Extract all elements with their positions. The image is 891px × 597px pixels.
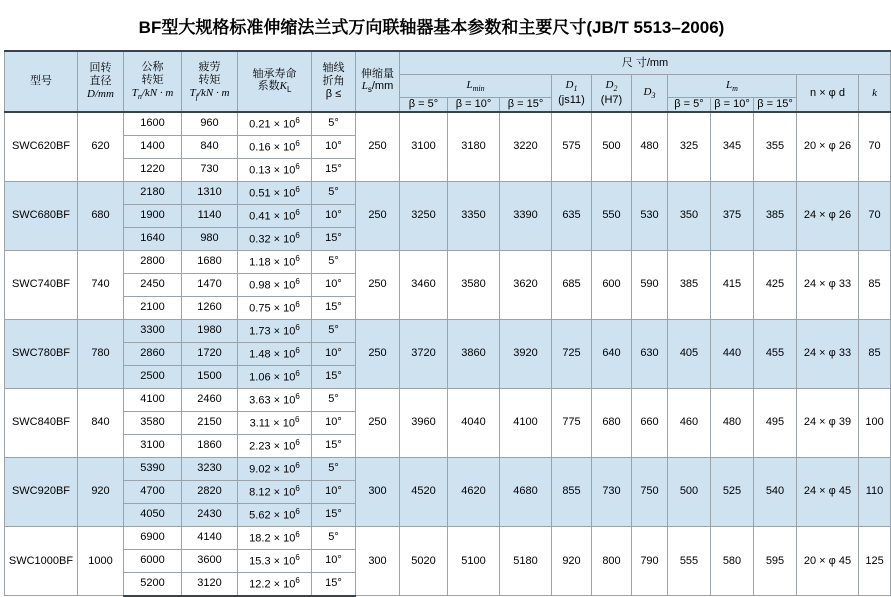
cell-lm-beta10: 480 bbox=[711, 388, 754, 457]
cell-lm-beta10: 345 bbox=[711, 112, 754, 182]
cell-extension: 250 bbox=[356, 250, 400, 319]
cell-nominal-torque: 2860 bbox=[124, 342, 182, 365]
cell-nominal-torque: 1220 bbox=[124, 158, 182, 181]
header-lmin-beta10: β = 10° bbox=[448, 98, 500, 112]
cell-lmin-beta5: 3960 bbox=[400, 388, 448, 457]
header-nominal-torque-l3: $T_n/kN \cdot m$ bbox=[131, 86, 174, 101]
cell-bearing-life: $0.75 \times 10^6$ bbox=[238, 296, 312, 319]
header-fatigue-torque-l1: 疲劳 bbox=[198, 61, 221, 74]
cell-d2: 550 bbox=[592, 181, 632, 250]
cell-bearing-life: $1.06 \times 10^6$ bbox=[238, 365, 312, 388]
cell-bearing-life: $3.11 \times 10^6$ bbox=[238, 411, 312, 434]
cell-d3: 750 bbox=[632, 457, 668, 526]
header-d3: $D_3$ bbox=[632, 75, 668, 112]
cell-fatigue-torque: 1260 bbox=[182, 296, 238, 319]
cell-nominal-torque: 4100 bbox=[124, 388, 182, 411]
table-row bbox=[5, 388, 891, 411]
cell-d3: 480 bbox=[632, 112, 668, 182]
cell-fatigue-torque: 980 bbox=[182, 227, 238, 250]
cell-nominal-torque: 2800 bbox=[124, 250, 182, 273]
cell-fatigue-torque: 840 bbox=[182, 135, 238, 158]
cell-axis-angle: 5° bbox=[312, 319, 356, 342]
cell-d3: 660 bbox=[632, 388, 668, 457]
cell-bearing-life: $15.3 \times 10^6$ bbox=[238, 549, 312, 572]
cell-extension: 250 bbox=[356, 112, 400, 182]
cell-extension: 250 bbox=[356, 181, 400, 250]
cell-d2: 600 bbox=[592, 250, 632, 319]
table-row bbox=[5, 526, 891, 549]
cell-fatigue-torque: 1470 bbox=[182, 273, 238, 296]
cell-nominal-torque: 1900 bbox=[124, 204, 182, 227]
table-header bbox=[5, 51, 891, 112]
header-nphid: n × φ d bbox=[797, 75, 859, 112]
cell-nominal-torque: 4050 bbox=[124, 503, 182, 526]
cell-nphid: 24 × φ 33 bbox=[797, 250, 859, 319]
cell-bearing-life: $1.48 \times 10^6$ bbox=[238, 342, 312, 365]
cell-bearing-life: $0.21 \times 10^6$ bbox=[238, 112, 312, 136]
header-diameter bbox=[78, 51, 124, 112]
cell-fatigue-torque: 730 bbox=[182, 158, 238, 181]
cell-extension: 250 bbox=[356, 319, 400, 388]
cell-lm-beta5: 350 bbox=[668, 181, 711, 250]
cell-d1: 855 bbox=[552, 457, 592, 526]
cell-bearing-life: $1.18 \times 10^6$ bbox=[238, 250, 312, 273]
cell-axis-angle: 10° bbox=[312, 411, 356, 434]
cell-bearing-life: $9.02 \times 10^6$ bbox=[238, 457, 312, 480]
cell-k: 70 bbox=[859, 181, 891, 250]
cell-d1: 685 bbox=[552, 250, 592, 319]
cell-lm-beta5: 385 bbox=[668, 250, 711, 319]
header-d1-l2: (js11) bbox=[558, 93, 585, 106]
header-axis-angle-l3: β ≤ bbox=[325, 87, 342, 100]
cell-nphid: 24 × φ 33 bbox=[797, 319, 859, 388]
header-axis-angle-l2: 折角 bbox=[322, 75, 345, 87]
header-dimensions: 尺 寸/mm bbox=[400, 51, 891, 75]
cell-nphid: 24 × φ 26 bbox=[797, 181, 859, 250]
cell-nominal-torque: 2450 bbox=[124, 273, 182, 296]
header-nominal-torque-l1: 公称 bbox=[141, 61, 164, 74]
header-k: k bbox=[859, 75, 891, 112]
cell-d2: 500 bbox=[592, 112, 632, 182]
cell-lmin-beta5: 3720 bbox=[400, 319, 448, 388]
cell-nominal-torque: 1600 bbox=[124, 112, 182, 136]
table-row bbox=[5, 181, 891, 204]
cell-fatigue-torque: 1680 bbox=[182, 250, 238, 273]
cell-bearing-life: $2.23 \times 10^6$ bbox=[238, 434, 312, 457]
cell-diameter: 620 bbox=[78, 112, 124, 182]
cell-axis-angle: 15° bbox=[312, 503, 356, 526]
cell-nphid: 24 × φ 45 bbox=[797, 457, 859, 526]
header-diameter-l2: 直径 bbox=[89, 75, 112, 87]
header-d1 bbox=[552, 75, 592, 112]
cell-nominal-torque: 4700 bbox=[124, 480, 182, 503]
cell-lmin-beta10: 3580 bbox=[448, 250, 500, 319]
cell-fatigue-torque: 4140 bbox=[182, 526, 238, 549]
cell-axis-angle: 10° bbox=[312, 549, 356, 572]
cell-lmin-beta5: 4520 bbox=[400, 457, 448, 526]
header-fatigue-torque-l3: $T_f/kN \cdot m$ bbox=[189, 86, 230, 101]
cell-lm-beta15: 495 bbox=[754, 388, 797, 457]
header-d2-l2: (H7) bbox=[600, 93, 623, 106]
cell-lm-beta5: 405 bbox=[668, 319, 711, 388]
cell-lmin-beta5: 3460 bbox=[400, 250, 448, 319]
cell-axis-angle: 10° bbox=[312, 480, 356, 503]
cell-axis-angle: 10° bbox=[312, 342, 356, 365]
cell-fatigue-torque: 1140 bbox=[182, 204, 238, 227]
cell-extension: 300 bbox=[356, 457, 400, 526]
cell-bearing-life: $0.16 \times 10^6$ bbox=[238, 135, 312, 158]
header-nominal-torque bbox=[124, 51, 182, 112]
header-extension-l1: 伸缩量 bbox=[361, 67, 394, 80]
cell-axis-angle: 15° bbox=[312, 572, 356, 596]
cell-bearing-life: $0.13 \times 10^6$ bbox=[238, 158, 312, 181]
cell-d2: 640 bbox=[592, 319, 632, 388]
cell-bearing-life: $0.32 \times 10^6$ bbox=[238, 227, 312, 250]
cell-model: SWC740BF bbox=[5, 250, 78, 319]
cell-k: 100 bbox=[859, 388, 891, 457]
header-lm-group bbox=[668, 75, 797, 98]
page-title: BF型大规格标准伸缩法兰式万向联轴器基本参数和主要尺寸(JB/T 5513–2006) bbox=[138, 18, 725, 37]
cell-extension: 300 bbox=[356, 526, 400, 596]
cell-d2: 730 bbox=[592, 457, 632, 526]
cell-bearing-life: $8.12 \times 10^6$ bbox=[238, 480, 312, 503]
cell-fatigue-torque: 960 bbox=[182, 112, 238, 136]
cell-lm-beta5: 460 bbox=[668, 388, 711, 457]
cell-axis-angle: 10° bbox=[312, 135, 356, 158]
cell-lm-beta5: 325 bbox=[668, 112, 711, 182]
cell-nominal-torque: 3100 bbox=[124, 434, 182, 457]
header-model: 型号 bbox=[5, 51, 78, 112]
header-lm-label: $L_m$ bbox=[726, 78, 738, 93]
cell-model: SWC620BF bbox=[5, 112, 78, 182]
header-bearing-life-l2: 系数$K_L$ bbox=[257, 80, 292, 95]
header-nominal-torque-l2: 转矩 bbox=[141, 74, 164, 87]
cell-k: 125 bbox=[859, 526, 891, 596]
cell-diameter: 780 bbox=[78, 319, 124, 388]
cell-axis-angle: 15° bbox=[312, 158, 356, 181]
cell-nominal-torque: 2180 bbox=[124, 181, 182, 204]
header-lm-beta5: β = 5° bbox=[668, 98, 711, 112]
cell-bearing-life: $0.41 \times 10^6$ bbox=[238, 204, 312, 227]
table-row bbox=[5, 457, 891, 480]
cell-lmin-beta10: 5100 bbox=[448, 526, 500, 596]
cell-model: SWC1000BF bbox=[5, 526, 78, 596]
cell-nominal-torque: 5200 bbox=[124, 572, 182, 596]
cell-nphid: 20 × φ 45 bbox=[797, 526, 859, 596]
cell-d3: 630 bbox=[632, 319, 668, 388]
cell-nominal-torque: 2100 bbox=[124, 296, 182, 319]
cell-axis-angle: 5° bbox=[312, 181, 356, 204]
header-lmin-beta5: β = 5° bbox=[400, 98, 448, 112]
cell-lmin-beta15: 5180 bbox=[500, 526, 552, 596]
cell-d3: 790 bbox=[632, 526, 668, 596]
cell-lm-beta15: 355 bbox=[754, 112, 797, 182]
cell-fatigue-torque: 2820 bbox=[182, 480, 238, 503]
cell-lmin-beta15: 3220 bbox=[500, 112, 552, 182]
cell-axis-angle: 15° bbox=[312, 296, 356, 319]
cell-model: SWC780BF bbox=[5, 319, 78, 388]
table-row bbox=[5, 112, 891, 136]
cell-axis-angle: 5° bbox=[312, 250, 356, 273]
header-row-1 bbox=[5, 51, 891, 75]
cell-fatigue-torque: 1500 bbox=[182, 365, 238, 388]
cell-k: 85 bbox=[859, 319, 891, 388]
header-diameter-l1: 回转 bbox=[89, 62, 112, 75]
cell-k: 85 bbox=[859, 250, 891, 319]
cell-fatigue-torque: 3230 bbox=[182, 457, 238, 480]
cell-lmin-beta5: 3250 bbox=[400, 181, 448, 250]
cell-k: 110 bbox=[859, 457, 891, 526]
cell-lm-beta5: 500 bbox=[668, 457, 711, 526]
specification-table bbox=[4, 50, 891, 597]
cell-lmin-beta10: 4040 bbox=[448, 388, 500, 457]
cell-lm-beta10: 525 bbox=[711, 457, 754, 526]
header-lm-beta15: β = 15° bbox=[754, 98, 797, 112]
cell-nphid: 24 × φ 39 bbox=[797, 388, 859, 457]
cell-lm-beta15: 385 bbox=[754, 181, 797, 250]
cell-nominal-torque: 1640 bbox=[124, 227, 182, 250]
cell-lm-beta15: 425 bbox=[754, 250, 797, 319]
header-bearing-life-l1: 轴承寿命 bbox=[252, 67, 297, 80]
cell-axis-angle: 5° bbox=[312, 526, 356, 549]
cell-axis-angle: 5° bbox=[312, 388, 356, 411]
cell-axis-angle: 5° bbox=[312, 457, 356, 480]
header-lmin-label: $L_{min}$ bbox=[466, 78, 485, 93]
cell-lm-beta15: 595 bbox=[754, 526, 797, 596]
cell-bearing-life: $1.73 \times 10^6$ bbox=[238, 319, 312, 342]
header-axis-angle-l1: 轴线 bbox=[322, 62, 345, 75]
header-d1-l1: $D_1$ bbox=[565, 79, 578, 94]
cell-fatigue-torque: 3120 bbox=[182, 572, 238, 596]
cell-d1: 775 bbox=[552, 388, 592, 457]
cell-lm-beta10: 375 bbox=[711, 181, 754, 250]
cell-lmin-beta15: 4100 bbox=[500, 388, 552, 457]
cell-lmin-beta10: 3860 bbox=[448, 319, 500, 388]
cell-nominal-torque: 3580 bbox=[124, 411, 182, 434]
cell-nominal-torque: 6000 bbox=[124, 549, 182, 572]
cell-fatigue-torque: 2430 bbox=[182, 503, 238, 526]
cell-lmin-beta15: 4680 bbox=[500, 457, 552, 526]
cell-fatigue-torque: 2460 bbox=[182, 388, 238, 411]
cell-diameter: 1000 bbox=[78, 526, 124, 596]
cell-nominal-torque: 2500 bbox=[124, 365, 182, 388]
cell-bearing-life: $18.2 \times 10^6$ bbox=[238, 526, 312, 549]
cell-lmin-beta15: 3920 bbox=[500, 319, 552, 388]
cell-nominal-torque: 1400 bbox=[124, 135, 182, 158]
header-lmin-group bbox=[400, 75, 552, 98]
cell-model: SWC680BF bbox=[5, 181, 78, 250]
cell-lmin-beta5: 3100 bbox=[400, 112, 448, 182]
cell-d1: 920 bbox=[552, 526, 592, 596]
cell-diameter: 840 bbox=[78, 388, 124, 457]
cell-diameter: 920 bbox=[78, 457, 124, 526]
cell-axis-angle: 5° bbox=[312, 112, 356, 136]
cell-lmin-beta15: 3390 bbox=[500, 181, 552, 250]
cell-axis-angle: 10° bbox=[312, 204, 356, 227]
cell-d1: 725 bbox=[552, 319, 592, 388]
cell-bearing-life: $12.2 \times 10^6$ bbox=[238, 572, 312, 596]
cell-nominal-torque: 6900 bbox=[124, 526, 182, 549]
cell-lmin-beta15: 3620 bbox=[500, 250, 552, 319]
header-lmin-beta15: β = 15° bbox=[500, 98, 552, 112]
cell-fatigue-torque: 1720 bbox=[182, 342, 238, 365]
cell-lm-beta15: 455 bbox=[754, 319, 797, 388]
cell-bearing-life: $0.98 \times 10^6$ bbox=[238, 273, 312, 296]
table-row bbox=[5, 319, 891, 342]
header-axis-angle bbox=[312, 51, 356, 112]
cell-lm-beta10: 415 bbox=[711, 250, 754, 319]
cell-lmin-beta10: 3350 bbox=[448, 181, 500, 250]
header-fatigue-torque-l2: 转矩 bbox=[198, 74, 221, 87]
cell-d1: 575 bbox=[552, 112, 592, 182]
cell-extension: 250 bbox=[356, 388, 400, 457]
cell-lm-beta10: 580 bbox=[711, 526, 754, 596]
cell-diameter: 680 bbox=[78, 181, 124, 250]
cell-bearing-life: $0.51 \times 10^6$ bbox=[238, 181, 312, 204]
cell-axis-angle: 15° bbox=[312, 365, 356, 388]
cell-d2: 680 bbox=[592, 388, 632, 457]
cell-lmin-beta10: 3180 bbox=[448, 112, 500, 182]
cell-fatigue-torque: 2150 bbox=[182, 411, 238, 434]
header-d2 bbox=[592, 75, 632, 112]
cell-model: SWC840BF bbox=[5, 388, 78, 457]
cell-fatigue-torque: 1980 bbox=[182, 319, 238, 342]
cell-fatigue-torque: 1860 bbox=[182, 434, 238, 457]
cell-fatigue-torque: 3600 bbox=[182, 549, 238, 572]
header-extension bbox=[356, 51, 400, 112]
cell-nominal-torque: 3300 bbox=[124, 319, 182, 342]
cell-lmin-beta10: 4620 bbox=[448, 457, 500, 526]
cell-bearing-life: $3.63 \times 10^6$ bbox=[238, 388, 312, 411]
header-bearing-life bbox=[238, 51, 312, 112]
cell-axis-angle: 15° bbox=[312, 227, 356, 250]
cell-fatigue-torque: 1310 bbox=[182, 181, 238, 204]
cell-lm-beta5: 555 bbox=[668, 526, 711, 596]
cell-diameter: 740 bbox=[78, 250, 124, 319]
header-d2-l1: $D_2$ bbox=[605, 79, 618, 94]
cell-d3: 590 bbox=[632, 250, 668, 319]
header-fatigue-torque bbox=[182, 51, 238, 112]
cell-d1: 635 bbox=[552, 181, 592, 250]
cell-lmin-beta5: 5020 bbox=[400, 526, 448, 596]
cell-axis-angle: 10° bbox=[312, 273, 356, 296]
cell-nominal-torque: 5390 bbox=[124, 457, 182, 480]
cell-bearing-life: $5.62 \times 10^6$ bbox=[238, 503, 312, 526]
table-body bbox=[5, 112, 891, 596]
cell-model: SWC920BF bbox=[5, 457, 78, 526]
cell-d3: 530 bbox=[632, 181, 668, 250]
cell-nphid: 20 × φ 26 bbox=[797, 112, 859, 182]
header-extension-l2: $L_s/mm$ bbox=[361, 80, 394, 95]
cell-lm-beta15: 540 bbox=[754, 457, 797, 526]
table-row bbox=[5, 250, 891, 273]
header-lm-beta10: β = 10° bbox=[711, 98, 754, 112]
cell-d2: 800 bbox=[592, 526, 632, 596]
header-diameter-l3: D/mm bbox=[87, 87, 114, 100]
cell-k: 70 bbox=[859, 112, 891, 182]
cell-axis-angle: 15° bbox=[312, 434, 356, 457]
cell-lm-beta10: 440 bbox=[711, 319, 754, 388]
